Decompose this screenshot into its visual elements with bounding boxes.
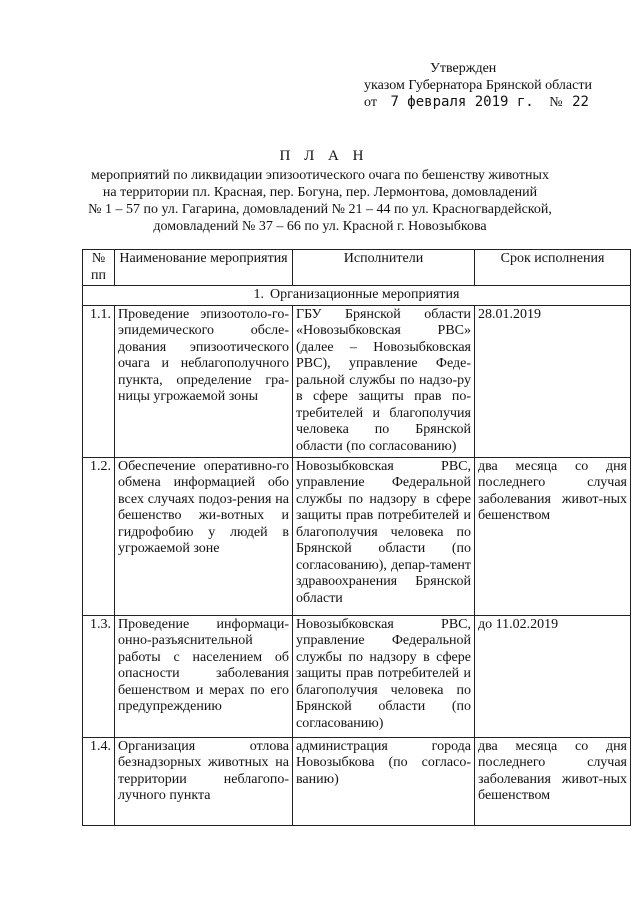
table-row xyxy=(83,737,631,825)
row-name: Организация отлова безнадзорных животных на территории неблагопо-лучного пункта xyxy=(115,737,293,825)
row-executors: Новозыбковская РВС, управление Федеральной службы по надзору в сфере защиты прав потребителей и благополучия человека по Брянской области (по согласованию) xyxy=(293,615,475,737)
document-title: П Л А Н xyxy=(279,148,369,164)
table-header-row xyxy=(83,250,631,286)
section-cell xyxy=(83,286,631,306)
row-deadline: два месяца со дня последнего случая заболевания живот-ных бешенством xyxy=(475,457,631,615)
approval-number-sign: № xyxy=(549,95,563,110)
row-name: Проведение эпизоотоло-го-эпидемического обсле-дования эпизоотического очага и неблагополучного пункта, определение гра-ницы угрожаемой зоны xyxy=(115,305,293,457)
table-row xyxy=(83,457,631,615)
approval-block xyxy=(364,60,634,111)
document-subtitle xyxy=(0,167,640,235)
row-num: 1.2. xyxy=(83,457,115,615)
approval-date-line xyxy=(364,94,634,111)
row-name: Проведение информаци-онно-разъяснительной работы с населением об опасности заболевания бешенством и мерах по его предупреждению xyxy=(115,615,293,737)
section-title: Организационные мероприятия xyxy=(270,287,460,302)
row-deadline: два месяца со дня последнего случая заболевания живот-ных бешенством xyxy=(475,737,631,825)
subtitle-line: № 1 – 57 по ул. Гагарина, домовладений № 21 – 44 по ул. Красногвардейской, xyxy=(88,201,552,217)
header-deadline: Срок исполнения xyxy=(475,250,631,286)
document-title-block xyxy=(0,148,640,235)
table-row xyxy=(83,305,631,457)
row-executors: Новозыбковская РВС, управление Федеральной службы по надзору в сфере защиты прав потребителей и благополучия человека по Брянской области (по согласованию), депар-тамент здравоохранения Брянской области xyxy=(293,457,475,615)
section-number: 1. xyxy=(253,287,265,302)
row-name: Обеспечение оперативно-го обмена информацией обо всех случаях подоз-рения на бешенство жи-вотных и гидрофобию у людей в угрожаемой зоне xyxy=(115,457,293,615)
subtitle-line: домовладений № 37 – 66 по ул. Красной г. Новозыбкова xyxy=(153,218,487,234)
header-name: Наименование мероприятия xyxy=(115,250,293,286)
row-num: 1.1. xyxy=(83,305,115,457)
table-row xyxy=(83,615,631,737)
row-executors: ГБУ Брянской области «Новозыбковская РВС» (далее – Новозыбковская РВС), управление Феде-ральной службы по надзо-ру в сфере защиты прав по-требителей и благополучия человека по Брянской области (по согласованию) xyxy=(293,305,475,457)
plan-table xyxy=(82,249,631,826)
row-deadline: до 11.02.2019 xyxy=(475,615,631,737)
approval-number: 22 xyxy=(572,94,589,110)
approval-prefix: от xyxy=(364,95,377,110)
approval-date: 7 февраля 2019 г. xyxy=(390,94,534,110)
row-deadline: 28.01.2019 xyxy=(475,305,631,457)
header-executors: Исполнители xyxy=(293,250,475,286)
subtitle-line: на территории пл. Красная, пер. Богуна, пер. Лермонтова, домовладений xyxy=(102,184,538,200)
subtitle-line: мероприятий по ликвидации эпизоотического очага по бешенству животных xyxy=(91,167,549,183)
row-executors: администрация города Новозыбкова (по согласо-ванию) xyxy=(293,737,475,825)
section-row xyxy=(83,286,631,306)
approval-line-1: Утвержден xyxy=(430,61,497,76)
approval-line-2: указом Губернатора Брянской области xyxy=(364,78,592,93)
row-num: 1.4. xyxy=(83,737,115,825)
row-num: 1.3. xyxy=(83,615,115,737)
header-num: № пп xyxy=(83,250,115,286)
